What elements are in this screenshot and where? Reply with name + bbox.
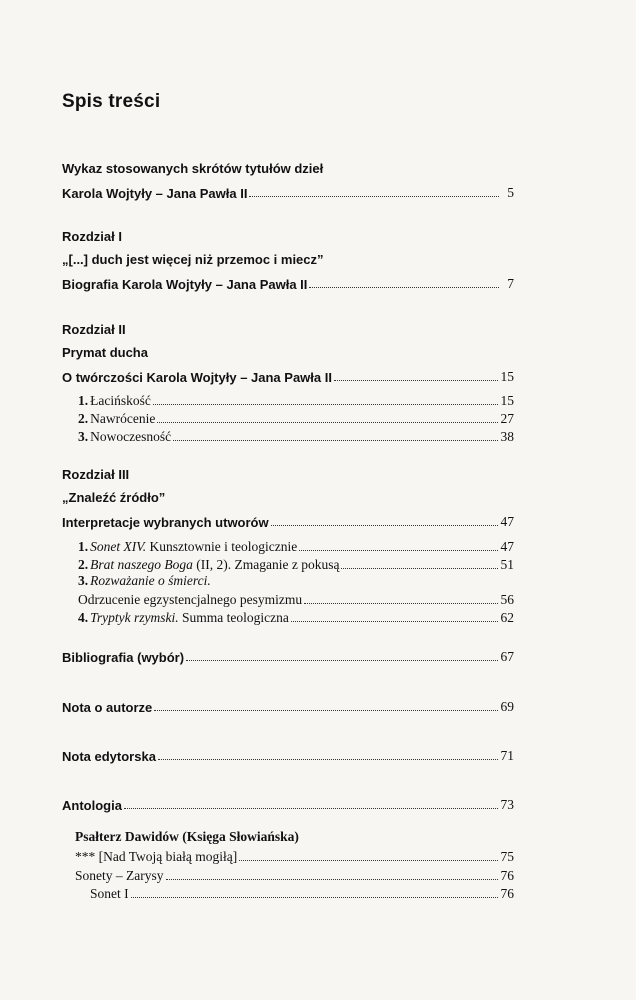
subentry-label: Summa teologiczna (178, 610, 289, 625)
subentry-label: Sonety – Zarysy (75, 868, 164, 883)
subentry-italic-title: Brat naszego Boga (90, 557, 193, 572)
subentry-number: 2. (78, 411, 89, 426)
toc-subentry (90, 884, 514, 902)
dot-leader (153, 404, 498, 405)
dot-leader (309, 287, 499, 288)
chapter-3-label: Rozdział III (62, 467, 130, 482)
subentry-label: Łacińskość (90, 393, 151, 408)
page-number: 76 (500, 886, 514, 901)
subentry-number: 3. (78, 429, 89, 444)
entry-label: O twórczości Karola Wojtyły – Jana Pawła II (62, 370, 332, 385)
page-number: 27 (500, 411, 514, 426)
entry-label: Nota o autorze (62, 700, 153, 715)
page-number: 38 (500, 429, 514, 444)
toc-entry-chapter-1 (62, 274, 514, 292)
toc-subentry (78, 608, 514, 626)
entry-label: Antologia (62, 798, 122, 813)
page-number: 76 (500, 868, 514, 883)
toc-subentry (78, 427, 514, 445)
page-title: Spis treści (62, 91, 161, 112)
dot-leader (299, 550, 497, 551)
toc-subentry (78, 555, 514, 573)
dot-leader (157, 422, 497, 423)
dot-leader (158, 759, 498, 760)
chapter-2-title: Prymat ducha (62, 345, 148, 360)
dot-leader (173, 440, 497, 441)
dot-leader (239, 860, 497, 861)
page-number: 75 (500, 849, 514, 864)
subentry-italic-title: Sonet XIV. (90, 539, 147, 554)
dot-leader (131, 897, 498, 898)
subentry-label: (II, 2). Zmaganie z pokusą (192, 557, 340, 572)
toc-subentry (78, 590, 514, 608)
toc-subentry (78, 391, 514, 409)
dot-leader (334, 380, 498, 381)
entry-label: Interpretacje wybranych utworów (62, 515, 269, 530)
subentry-number: 1. (78, 393, 89, 408)
subentry-number: 2. (78, 557, 89, 572)
subentry-italic-title: Tryptyk rzymski. (90, 610, 179, 625)
toc-subentry (75, 847, 514, 865)
dot-leader (166, 879, 498, 880)
chapter-1-label: Rozdział I (62, 229, 122, 244)
page-number: 5 (507, 185, 514, 200)
subentry-label: Nowoczesność (90, 429, 172, 444)
entry-label: Nota edytorska (62, 749, 156, 764)
wykaz-title-line1: Wykaz stosowanych skrótów tytułów dzieł (62, 161, 324, 176)
toc-entry-bibliografia (62, 647, 514, 665)
chapter-2-label: Rozdział II (62, 322, 126, 337)
toc-subentry-heading (78, 572, 211, 590)
page-number: 67 (500, 649, 514, 664)
page-number: 69 (500, 699, 514, 714)
page-number: 51 (500, 557, 514, 572)
subentry-number: 3. (78, 573, 89, 588)
toc-subentry (78, 409, 514, 427)
toc-entry-nota-edytorska (62, 746, 514, 764)
entry-label: Bibliografia (wybór) (62, 650, 185, 665)
toc-subentry (78, 537, 514, 555)
dot-leader (291, 621, 498, 622)
page-number: 15 (500, 393, 514, 408)
chapter-3-title: „Znaleźć źródło” (62, 490, 166, 505)
page-number: 7 (507, 276, 514, 291)
chapter-1-title: „[...] duch jest więcej niż przemoc i miecz” (62, 252, 324, 267)
subentry-label: Kunsztownie i teologicznie (146, 539, 298, 554)
subentry-label: Sonet I (90, 886, 129, 901)
dot-leader (341, 568, 497, 569)
subentry-number: 1. (78, 539, 89, 554)
dot-leader (154, 710, 497, 711)
toc-entry-wykaz (62, 183, 514, 201)
toc-entry-chapter-3 (62, 512, 514, 530)
subentry-label: Nawrócenie (90, 411, 156, 426)
toc-entry-nota-o-autorze (62, 697, 514, 715)
entry-label: Biografia Karola Wojtyły – Jana Pawła II (62, 277, 308, 292)
toc-subentry (75, 866, 514, 884)
subentry-label: *** [Nad Twoją białą mogiłą] (75, 849, 238, 864)
dot-leader (186, 660, 497, 661)
subentry-number: 4. (78, 610, 89, 625)
subentry-label: Odrzucenie egzystencjalnego pesymizmu (78, 592, 303, 607)
subentry-italic-title: Rozważanie o śmierci. (90, 573, 211, 588)
entry-label: Karola Wojtyły – Jana Pawła II (62, 186, 248, 201)
page-number: 62 (500, 610, 514, 625)
dot-leader (249, 196, 499, 197)
page-number: 47 (500, 514, 514, 529)
page-number: 73 (500, 797, 514, 812)
dot-leader (304, 603, 497, 604)
toc-entry-chapter-2 (62, 367, 514, 385)
antologia-subhead: Psałterz Dawidów (Księga Słowiańska) (75, 829, 299, 844)
toc-entry-antologia (62, 795, 514, 813)
page-number: 47 (500, 539, 514, 554)
dot-leader (271, 525, 498, 526)
page-number: 56 (500, 592, 514, 607)
page-number: 15 (500, 369, 514, 384)
dot-leader (124, 808, 498, 809)
page-number: 71 (500, 748, 514, 763)
